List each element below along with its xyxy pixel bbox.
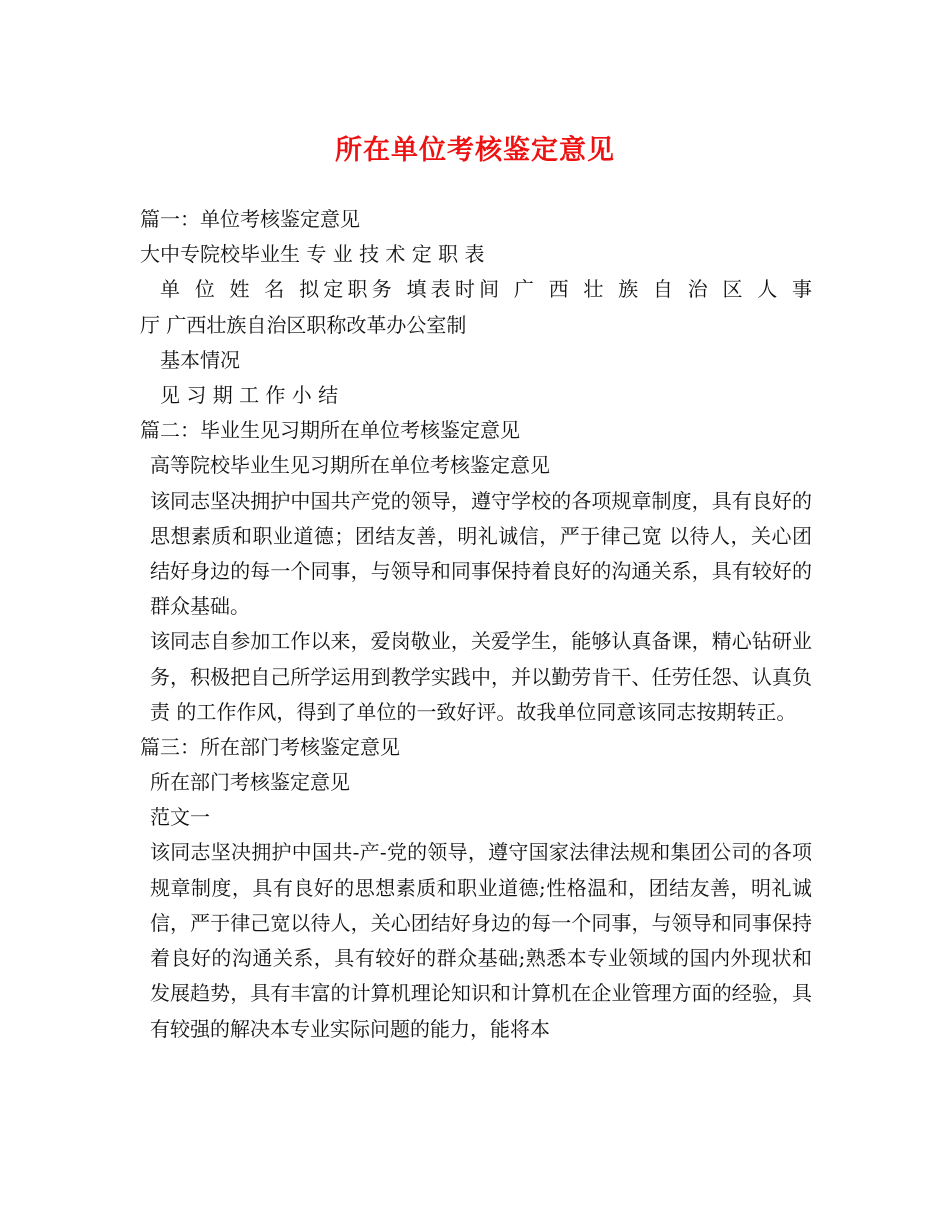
section-subtitle-2: 高等院校毕业生见习期所在单位考核鉴定意见 bbox=[150, 453, 550, 478]
form-fields-line: 单 位 姓 名 拟定职务 填表时间 广 西 壮 族 自 治 区 人 事 bbox=[160, 277, 812, 302]
document-title: 所在单位考核鉴定意见 bbox=[335, 135, 615, 166]
document-body bbox=[140, 202, 812, 1047]
section-heading-1: 篇一：单位考核鉴定意见 bbox=[140, 207, 360, 231]
form-title-line: 大中专院校毕业生 专 业 技 术 定 职 表 bbox=[140, 242, 485, 267]
basic-info-label: 基本情况 bbox=[160, 347, 240, 372]
section-heading-3: 篇三：所在部门考核鉴定意见 bbox=[140, 734, 400, 759]
section-heading-2: 篇二：毕业生见习期所在单位考核鉴定意见 bbox=[140, 418, 520, 443]
internship-summary-label: 见 习 期 工 作 小 结 bbox=[160, 382, 339, 407]
form-issuer-line: 厅 广西壮族自治区职称改革办公室制 bbox=[140, 312, 467, 337]
sample-label: 范文一 bbox=[150, 805, 210, 830]
paragraph-3: 该同志坚决拥护中国共-产-党的领导，遵守国家法律法规和集团公司的各项规章制度，具有良好的思想素质和职业道德;性格温和，团结友善，明礼诚信，严于律己宽以待人，关心团结好身边的每一个同事，与领导和同事保持着良好的沟通关系，具有较好的群众基础;熟悉本专业领域的国内外现状和发展趋势，具有丰富的计算机理论知识和计算机在企业管理方面的经验，具有较强的解决本专业实际问题的能力，能将本 bbox=[150, 840, 812, 1041]
paragraph-2: 该同志自参加工作以来，爱岗敬业，关爱学生，能够认真备课，精心钻研业务，积极把自己所学运用到教学实践中，并以勤劳肯干、任劳任怨、认真负责 的工作作风，得到了单位的一致好评。故我单位同意该同志按期转正。 bbox=[150, 629, 812, 724]
section-subtitle-3: 所在部门考核鉴定意见 bbox=[150, 770, 350, 795]
paragraph-1: 该同志坚决拥护中国共产党的领导，遵守学校的各项规章制度，具有良好的思想素质和职业道德；团结友善，明礼诚信，严于律己宽 以待人，关心团结好身边的每一个同事，与领导和同事保持着良好的沟通关系，具有较好的群众基础。 bbox=[150, 488, 812, 619]
